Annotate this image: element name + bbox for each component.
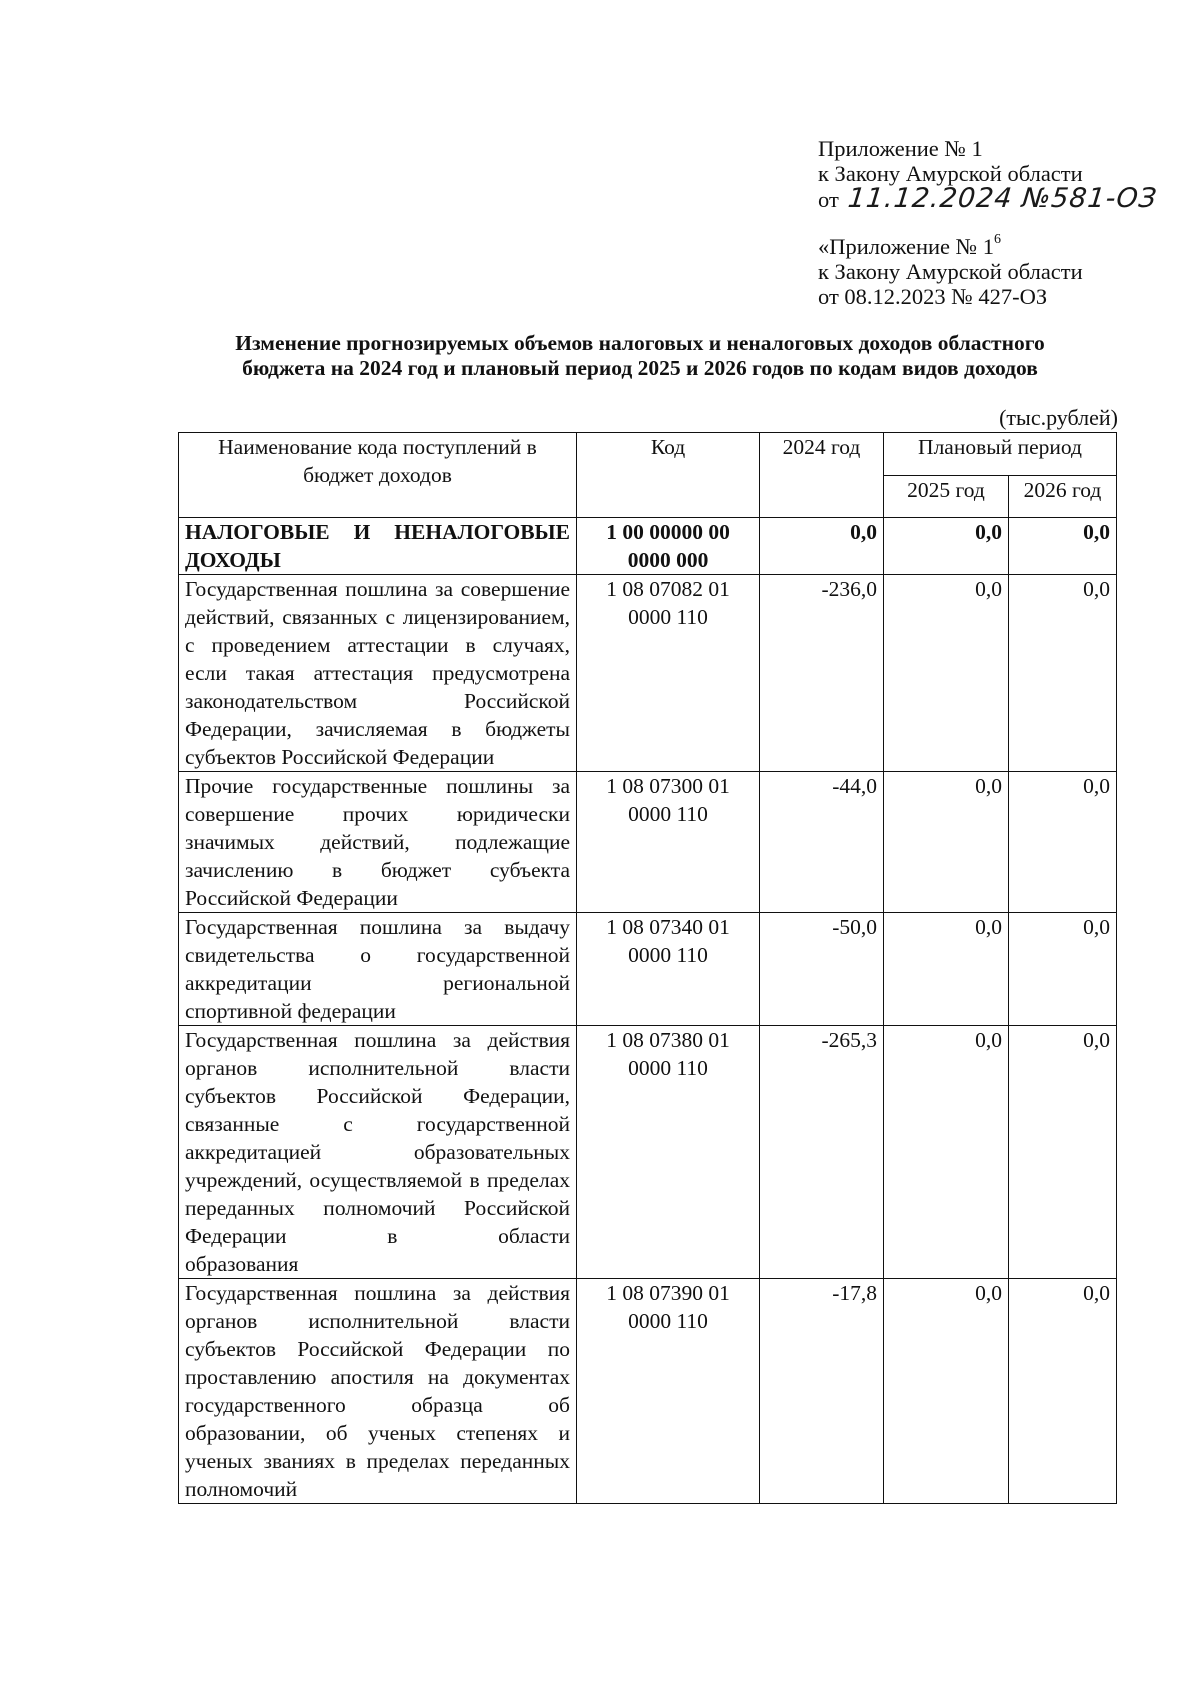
row-code: 1 08 07340 01 0000 110: [577, 913, 760, 1026]
row-2024: -265,3: [760, 1026, 884, 1279]
header-2026: 2026 год: [1009, 475, 1117, 518]
table-row: [179, 913, 1117, 1026]
row-2026: 0,0: [1009, 772, 1117, 913]
row-name: НАЛОГОВЫЕ И НЕНАЛОГОВЫЕ ДОХОДЫ: [179, 518, 577, 575]
annex-header: [818, 136, 1158, 212]
row-2024: -50,0: [760, 913, 884, 1026]
header-code: Код: [577, 433, 760, 518]
handwritten-date-number: 11.12.2024 №581-ОЗ: [846, 183, 1160, 214]
annex-superscript: 6: [993, 231, 1001, 247]
row-2025: 0,0: [884, 772, 1009, 913]
header-2024: 2024 год: [760, 433, 884, 518]
row-code: 1 08 07300 01 0000 110: [577, 772, 760, 913]
annex-number: Приложение № 1: [818, 136, 983, 161]
row-2026: 0,0: [1009, 913, 1117, 1026]
row-code: 1 08 07082 01 0000 110: [577, 575, 760, 772]
table-row: [179, 518, 1117, 575]
annex-law: к Закону Амурской области: [818, 161, 1083, 186]
row-2026: 0,0: [1009, 1279, 1117, 1504]
table-row: [179, 1279, 1117, 1504]
row-2024: -17,8: [760, 1279, 884, 1504]
row-2025: 0,0: [884, 575, 1009, 772]
row-2024: -44,0: [760, 772, 884, 913]
annex-date-line: [818, 183, 1160, 214]
header-name: Наименование кода поступлений в бюджет доходов: [179, 433, 577, 518]
row-name: Государственная пошлина за действия органов исполнительной власти субъектов Российской Федерации, связанные с государственной аккредитацией образовательных учреждений, осуществляемой в пределах переданных полномочий Российской Федерации в области образования: [179, 1026, 577, 1279]
annex-date-prefix: от: [818, 187, 839, 212]
units-label: (тыс.рублей): [999, 405, 1118, 430]
document-title: Изменение прогнозируемых объемов налоговых и неналоговых доходов областного бюджета на 2024 год и плановый период 2025 и 2026 годов по кодам видов доходов: [235, 331, 1045, 380]
row-name: Прочие государственные пошлины за совершение прочих юридически значимых действий, подлежащие зачислению в бюджет субъекта Российской Федерации: [179, 772, 577, 913]
prior-annex-date: от 08.12.2023 № 427-ОЗ: [818, 284, 1048, 309]
table-row: [179, 1026, 1117, 1279]
row-2024: -236,0: [760, 575, 884, 772]
row-name: Государственная пошлина за совершение действий, связанных с лицензированием, с проведением аттестации в случаях, если такая аттестация предусмотрена законодательством Российской Федерации, зачисляемая в бюджеты субъектов Российской Федерации: [179, 575, 577, 772]
row-2025: 0,0: [884, 1279, 1009, 1504]
prior-annex-law: к Закону Амурской области: [818, 259, 1083, 284]
row-2026: 0,0: [1009, 518, 1117, 575]
row-2025: 0,0: [884, 913, 1009, 1026]
row-2025: 0,0: [884, 1026, 1009, 1279]
row-name: Государственная пошлина за выдачу свидетельства о государственной аккредитации региональной спортивной федерации: [179, 913, 577, 1026]
row-name: Государственная пошлина за действия органов исполнительной власти субъектов Российской Федерации по проставлению апостиля на документах государственного образца об образовании, об ученых степенях и ученых званиях в пределах переданных полномочий: [179, 1279, 577, 1504]
row-code: 1 08 07380 01 0000 110: [577, 1026, 760, 1279]
header-planned-period: Плановый период: [884, 433, 1117, 476]
prior-annex-header: [818, 231, 1083, 309]
row-code: 1 00 00000 00 0000 000: [577, 518, 760, 575]
revenue-table: [178, 432, 1117, 1504]
row-2026: 0,0: [1009, 1026, 1117, 1279]
table-row: [179, 772, 1117, 913]
row-code: 1 08 07390 01 0000 110: [577, 1279, 760, 1504]
table-row: [179, 575, 1117, 772]
row-2024: 0,0: [760, 518, 884, 575]
row-2025: 0,0: [884, 518, 1009, 575]
header-2025: 2025 год: [884, 475, 1009, 518]
prior-annex-number: «Приложение № $1^6$: [818, 231, 1001, 259]
row-2026: 0,0: [1009, 575, 1117, 772]
